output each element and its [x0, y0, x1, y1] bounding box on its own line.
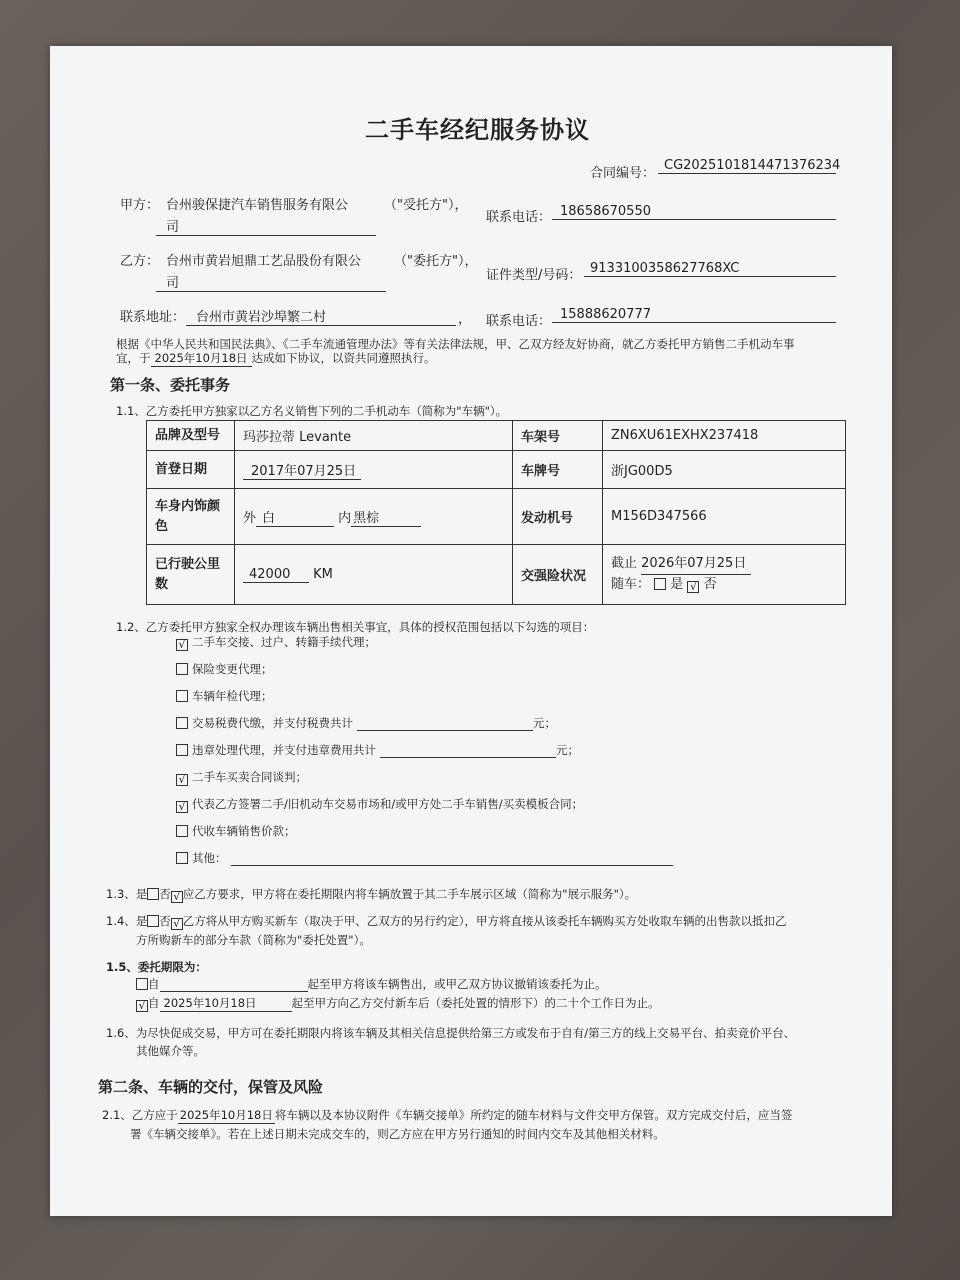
c15-opt2-date: 2025年10月18日	[160, 995, 292, 1012]
preamble-date: 2025年10月18日	[151, 350, 252, 367]
option-checkbox: √	[176, 801, 188, 813]
c15-opt1-box	[136, 978, 148, 990]
section2-heading: 第二条、车辆的交付，保管及风险	[98, 1078, 324, 1096]
option-checkbox	[176, 825, 188, 837]
clause-1-4-line1: 1.4、是 否 √ 乙方将从甲方购买新车（取决于甲、乙双方的另行约定），甲方将直接从该委托车辆购买方处收取车辆的出售款以抵扣乙	[106, 914, 787, 930]
document-title: 二手车经纪服务协议	[365, 116, 590, 144]
party-a-name-line1: 台州骏保捷汽车销售服务有限公	[166, 198, 349, 213]
preamble-line1: 根据《中华人民共和国民法典》、《二手车流通管理办法》等有关法律法规，甲、乙双方经友好协商，就乙方委托甲方销售二手机动车事	[116, 337, 795, 351]
party-b-role: （"委托方"），	[394, 254, 478, 269]
party-b-phone: 15888620777	[552, 307, 836, 323]
brand-label: 品牌及型号	[147, 421, 235, 451]
authorization-option	[176, 796, 583, 813]
c15-opt2-box: √	[136, 1000, 148, 1012]
authorization-option	[176, 661, 273, 677]
c14-yes-box	[147, 915, 159, 927]
party-a-name-line2: 司	[156, 216, 376, 236]
vin-value: ZN6XU61EXHX237418	[603, 421, 846, 451]
address: 台州市黄岩沙埠繁二村	[186, 306, 456, 326]
c21-date: 2025年10月18日	[179, 1108, 273, 1122]
vin-label: 车架号	[513, 421, 603, 451]
authorization-option	[176, 823, 296, 839]
insurance-label: 交强险状况	[513, 545, 603, 605]
contract-paper	[50, 46, 892, 1216]
section1-heading: 第一条、委托事务	[110, 376, 231, 394]
clause-1-4-line2: 方所购新车的部分车款（简称为"委托处置"）。	[136, 933, 371, 947]
party-b-phone-label: 联系电话：	[486, 314, 552, 329]
interior-color: 黑棕	[351, 507, 421, 527]
option-text: 其他：	[192, 851, 227, 865]
with-car-yes-checkbox	[654, 578, 666, 590]
clause-1-5-option2: √ 自 2025年10月18日 起至甲方向乙方交付新车后（委托处置的情形下）的二十个工作日为止。	[136, 995, 660, 1012]
c13-yes-box	[147, 888, 159, 900]
address-sep: ，	[458, 312, 472, 327]
address-label: 联系地址：	[120, 310, 186, 325]
option-text: 代收车辆销售价款；	[192, 824, 296, 838]
option-checkbox	[176, 717, 188, 729]
mileage-cell	[235, 545, 513, 605]
clause-1-3: 1.3、是 否 √ 应乙方要求，甲方将在委托期限内将车辆放置于其二手车展示区域（简称为"展示服务"）。	[106, 887, 637, 903]
option-text: 交易税费代缴，并支付税费共计	[192, 716, 353, 730]
reg-date-cell	[235, 451, 513, 489]
vehicle-table	[146, 420, 846, 605]
clause-1-2: 1.2、乙方委托甲方独家全权办理该车辆出售相关事宜，具体的授权范围包括以下勾选的项目：	[116, 620, 595, 634]
plate-value: 浙JG00D5	[603, 451, 846, 489]
insurance-until: 2026年07月25日	[641, 554, 751, 575]
c13-no-box: √	[171, 891, 183, 903]
authorization-option	[176, 742, 579, 758]
clause-2-1-line1: 2.1、乙方应于 2025年10月18日 将车辆以及本协议附件《车辆交接单》所约定的随车材料与文件交甲方保管。双方完成交付后，应当签	[102, 1108, 793, 1122]
party-b-name-line1: 台州市黄岩旭鼎工艺品股份有限公	[166, 254, 362, 269]
reg-date-label: 首登日期	[147, 451, 235, 489]
contract-number-label: 合同编号：	[590, 166, 656, 181]
option-text: 车辆年检代理；	[192, 689, 273, 703]
option-text: 二手车交接、过户、转籍手续代理；	[192, 635, 376, 649]
party-a-phone-label: 联系电话：	[486, 210, 552, 225]
authorization-option	[176, 634, 376, 651]
option-checkbox	[176, 663, 188, 675]
party-b-label: 乙方：	[120, 254, 160, 269]
preamble-line2: 宜，于 2025年10月18日 达成如下协议，以资共同遵照执行。	[116, 351, 436, 365]
with-car-no-checkbox: √	[687, 581, 699, 593]
color-label: 车身内饰颜色	[147, 489, 235, 545]
option-text: 代表乙方签署二手/旧机动车交易市场和/或甲方处二手车销售/买卖模板合同；	[192, 797, 584, 811]
clause-1-5-heading: 1.5、委托期限为：	[106, 960, 207, 974]
clause-2-1-line2: 署《车辆交接单》。若在上述日期未完成交车的，则乙方应在甲方另行通知的时间内交车及其他相关材料。	[130, 1127, 665, 1141]
party-b-id: 9133100358627768XC	[584, 261, 836, 277]
option-text: 违章处理代理，并支付违章费用共计	[192, 743, 376, 757]
option-text: 二手车买卖合同谈判；	[192, 770, 307, 784]
engine-value: M156D347566	[603, 489, 846, 545]
option-checkbox	[176, 690, 188, 702]
party-a-label: 甲方：	[120, 198, 160, 213]
option-checkbox	[176, 744, 188, 756]
option-blank-line	[380, 743, 556, 758]
exterior-color: 白	[256, 507, 334, 527]
option-checkbox: √	[176, 774, 188, 786]
party-b-name-line2: 司	[156, 272, 386, 292]
mileage-unit: KM	[313, 566, 333, 582]
insurance-cell: 截止 2026年07月25日 随车： 是 √ 否	[603, 545, 846, 605]
option-checkbox: √	[176, 639, 188, 651]
clause-1-6-line1: 1.6、为尽快促成交易，甲方可在委托期限内将该车辆及其相关信息提供给第三方或发布于自有/第三方的线上交易平台、拍卖竞价平台、	[106, 1026, 796, 1040]
option-blank-line	[231, 851, 673, 866]
authorization-option	[176, 769, 307, 786]
option-suffix: 元；	[533, 716, 556, 730]
option-checkbox	[176, 852, 188, 864]
color-cell: 外 白 内 黑棕	[235, 489, 513, 545]
clause-1-1: 1.1、乙方委托甲方独家以乙方名义销售下列的二手机动车（简称为"车辆"）。	[116, 404, 508, 418]
party-a-role: （"受托方"），	[384, 198, 468, 213]
option-blank-line	[357, 716, 533, 731]
plate-label: 车牌号	[513, 451, 603, 489]
authorization-option	[176, 715, 556, 731]
authorization-option	[176, 688, 273, 704]
c14-no-box: √	[171, 918, 183, 930]
contract-number: CG2025101814471376234	[658, 158, 836, 174]
option-text: 保险变更代理；	[192, 662, 273, 676]
clause-1-5-option1: 自 起至甲方将该车辆售出，或甲乙双方协议撤销该委托为止。	[136, 976, 607, 992]
mileage-value: 42000	[243, 567, 309, 583]
party-a-phone: 18658670550	[552, 204, 836, 220]
mileage-label: 已行驶公里数	[147, 545, 235, 605]
engine-label: 发动机号	[513, 489, 603, 545]
authorization-option	[176, 850, 673, 866]
reg-date-value: 2017年07月25日	[243, 460, 361, 480]
clause-1-6-line2: 其他媒介等。	[136, 1044, 205, 1058]
brand-value: 玛莎拉蒂 Levante	[235, 421, 513, 451]
party-b-id-label: 证件类型/号码：	[486, 268, 582, 283]
option-suffix: 元；	[556, 743, 579, 757]
